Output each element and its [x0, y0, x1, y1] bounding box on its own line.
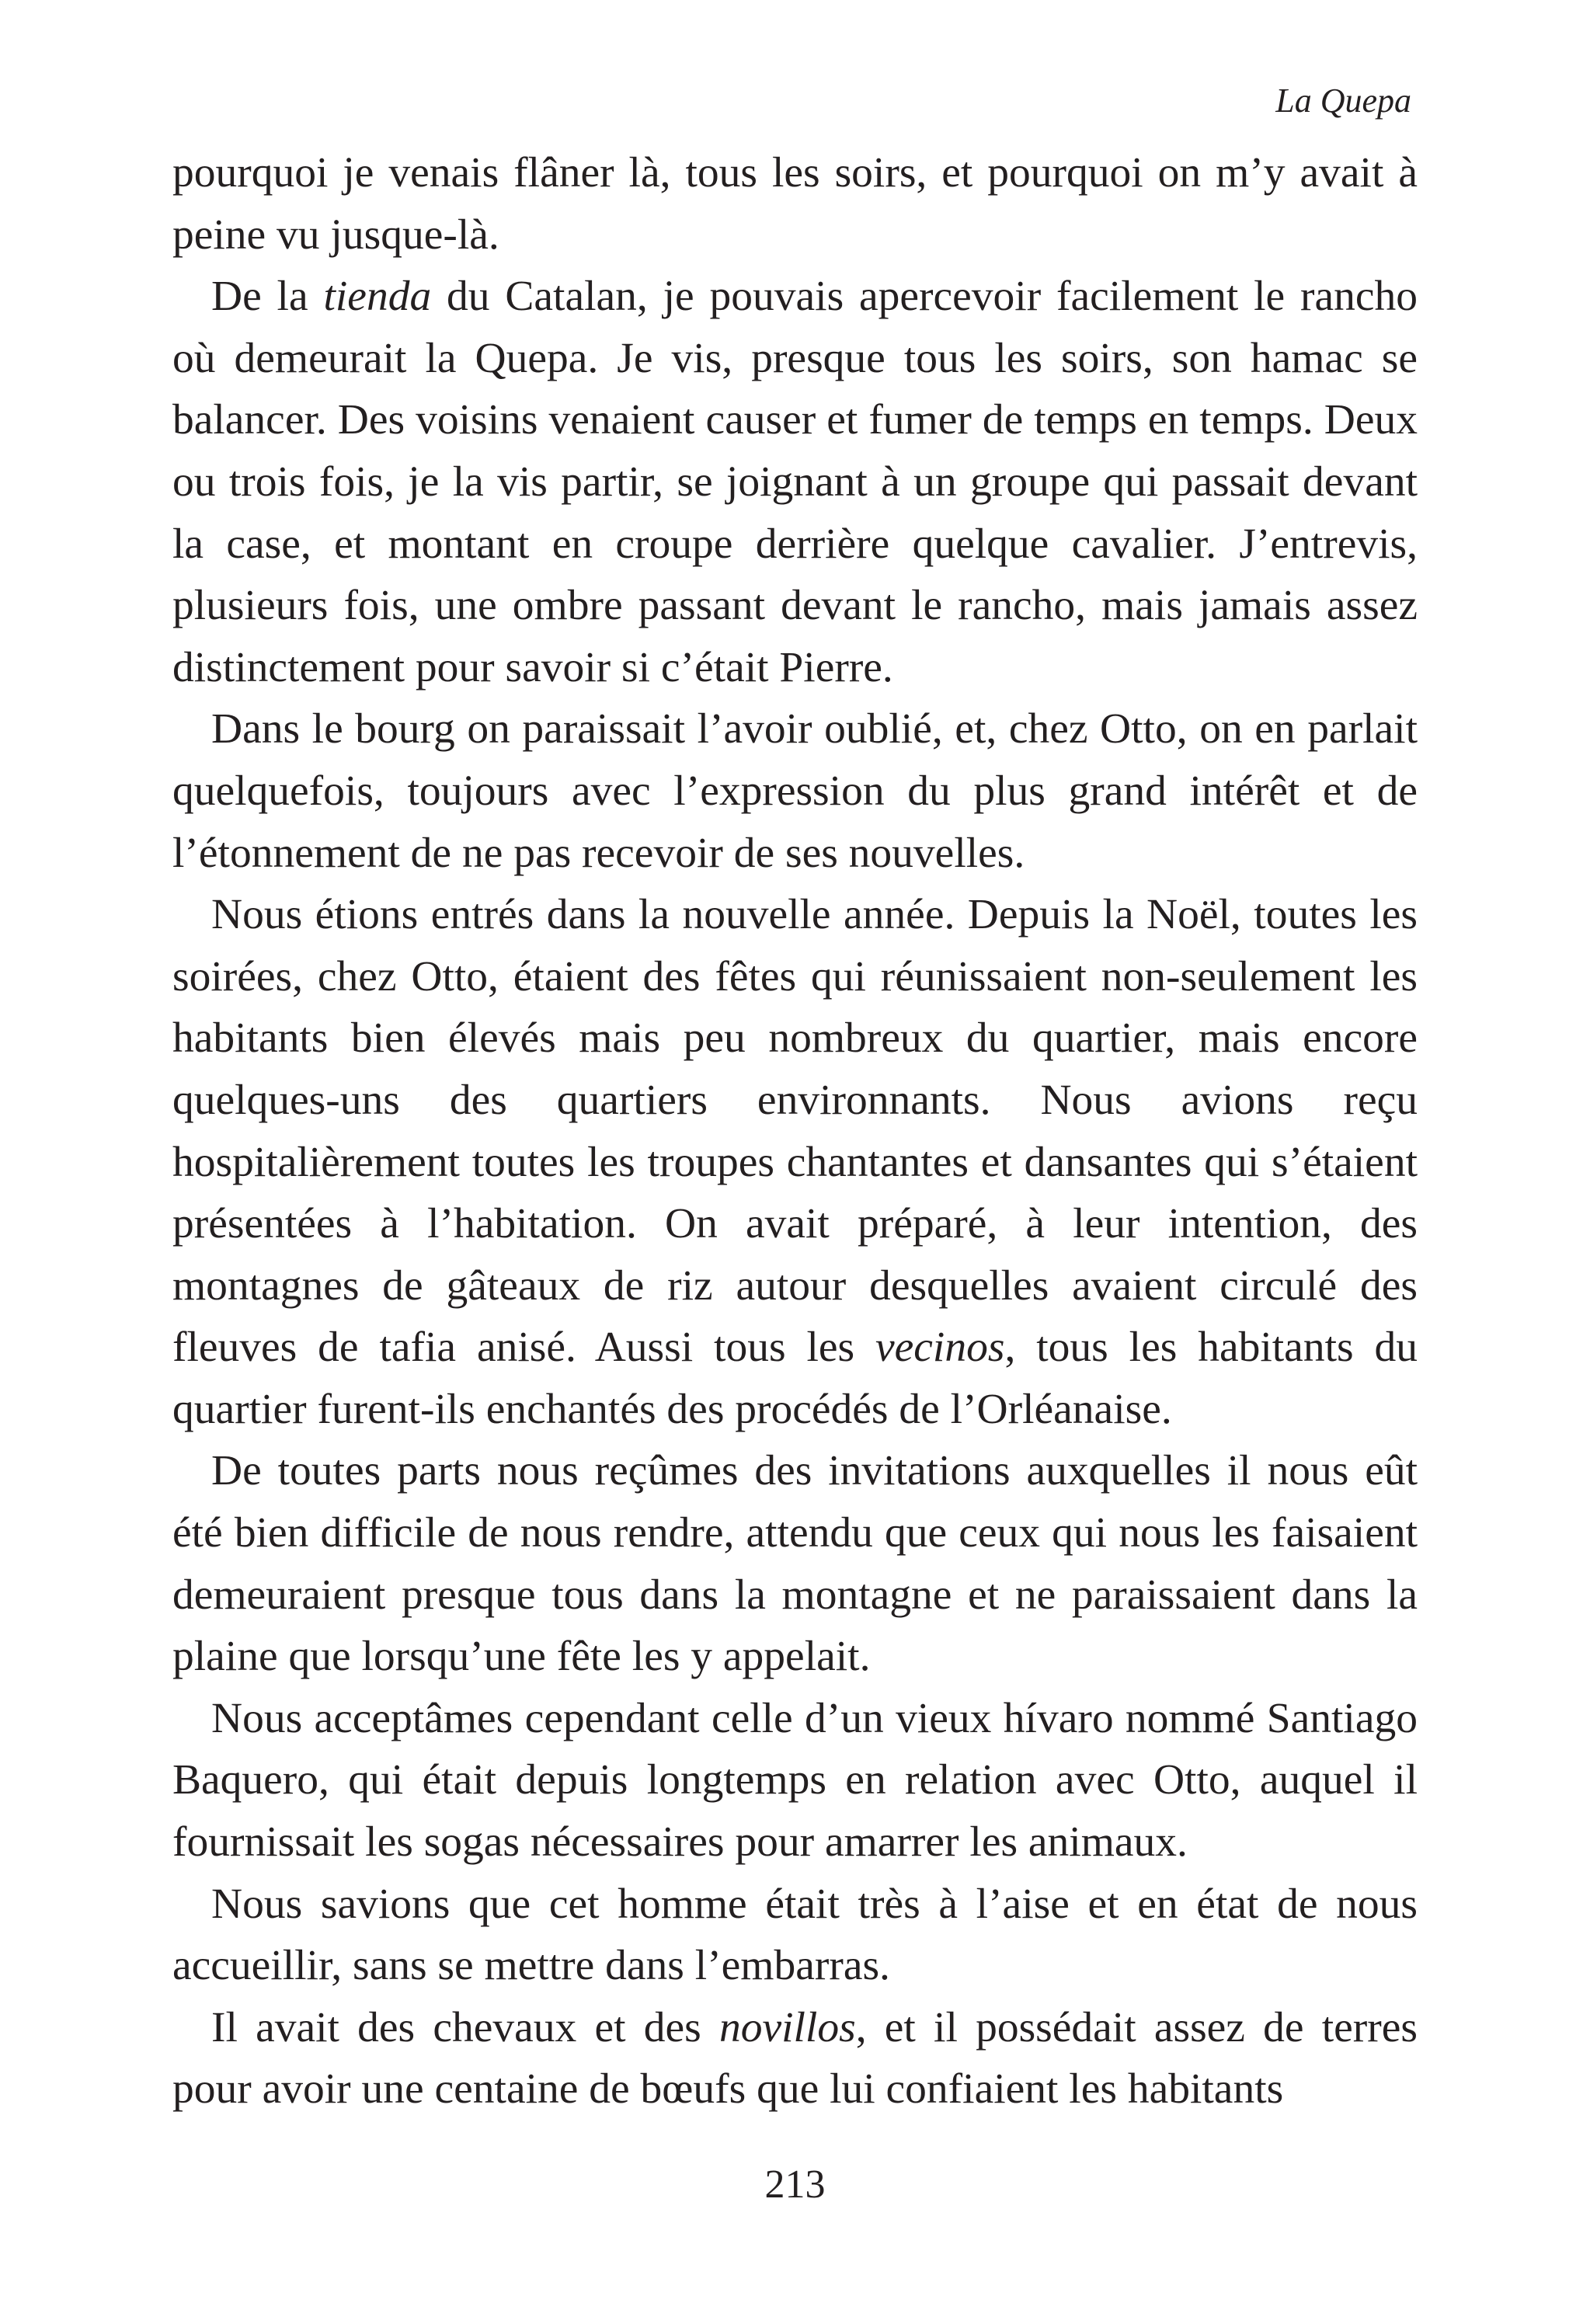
paragraph: [172, 1997, 1418, 2120]
italic-word: vecinos: [875, 1324, 1005, 1372]
paragraph: [172, 1873, 1418, 1997]
text-run: Nous étions entrés dans la nouvelle année. Depuis la Noël, toutes les soirées, chez Otto, étaient des fêtes qui réunissaient non-seulement les habitants bien élevés mais peu nombreux du quartier, mais encore quelques-uns des quartiers environnants. Nous avions reçu hospitalièrement toutes les troupes chantantes et dansantes qui s’étaient présentées à l’habitation. On avait préparé, à leur intention, des montagnes de gâteaux de riz autour desquelles avaient circulé des fleuves de tafia anisé. Aussi tous les: [172, 891, 1418, 1372]
text-run: De toutes parts nous reçûmes des invitations auxquelles il nous eût été bien difficile de nous rendre, attendu que ceux qui nous les faisaient demeuraient presque tous dans la montagne et ne paraissaient dans la plaine que lorsqu’une fête les y appelait.: [172, 1447, 1418, 1681]
paragraph: [172, 266, 1418, 698]
italic-word: novillos: [718, 2003, 856, 2051]
text-run: Nous acceptâmes cependant celle d’un vieux hívaro nommé Santiago Baquero, qui était depuis longtemps en relation avec Otto, auquel il fournissait les sogas nécessaires pour amarrer les animaux.: [172, 1694, 1418, 1867]
paragraph: [172, 884, 1418, 1440]
text-run: du Catalan, je pouvais apercevoir facilement le rancho où demeurait la Quepa. Je vis, presque tous les soirs, son hamac se balancer. Des voisins venaient causer et fumer de temps en temps. Deux ou trois fois, je la vis partir, se joignant à un groupe qui passait devant la case, et montant en croupe derrière quelque cavalier. J’entrevis, plusieurs fois, une ombre passant devant le rancho, mais jamais assez distinctement pour savoir si c’était Pierre.: [172, 273, 1418, 691]
running-title: La Quepa: [1275, 82, 1411, 120]
body-text: [172, 142, 1418, 2120]
text-run: , et il possédait assez de terres pour avoir une centaine de bœufs que lui confiaient les habitants: [172, 2003, 1418, 2114]
text-run: Il avait des chevaux et des: [211, 2003, 719, 2051]
page-number: 213: [764, 2162, 826, 2207]
text-run: Dans le bourg on paraissait l’avoir oublié, et, chez Otto, on en parlait quelquefois, toujours avec l’expression du plus grand intérêt et de l’étonnement de ne pas recevoir de ses nouvelles.: [172, 705, 1418, 877]
paragraph: [172, 1440, 1418, 1687]
text-run: pourquoi je venais flâner là, tous les soirs, et pourquoi on m’y avait à peine vu jusque-là.: [172, 149, 1418, 259]
paragraph: [172, 698, 1418, 884]
text-run: Nous savions que cet homme était très à l’aise et en état de nous accueillir, sans se mettre dans l’embarras.: [172, 1880, 1418, 1990]
text-run: De la: [211, 273, 324, 321]
paragraph: [172, 142, 1418, 266]
text-run: , tous les habitants du quartier furent-ils enchantés des procédés de l’Orléanaise.: [172, 1324, 1418, 1433]
paragraph: [172, 1688, 1418, 1873]
italic-word: tienda: [323, 273, 432, 321]
